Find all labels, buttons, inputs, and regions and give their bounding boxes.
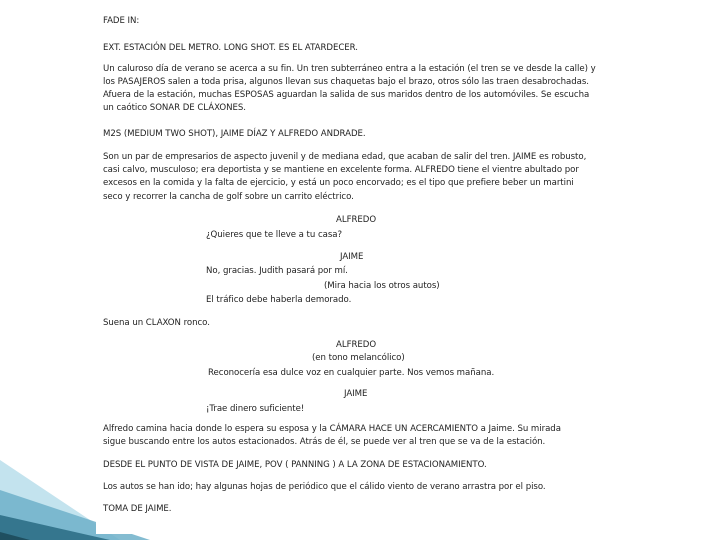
- dialogue-line: ¿Quieres que te lleve a tu casa?: [206, 230, 343, 240]
- character-name: ALFREDO: [336, 215, 377, 225]
- dialogue-line: No, gracias. Judith pasará por mí.: [206, 266, 348, 276]
- action-line: los PASAJEROS salen a toda prisa, algunos llevan sus chaquetas bajo el brazo, otros sólo las traen desabrochadas.: [103, 77, 589, 87]
- character-name: JAIME: [340, 252, 364, 262]
- action-line: Suena un CLAXON ronco.: [103, 318, 210, 328]
- dialogue-line: Reconocería esa dulce voz en cualquier parte. Nos vemos mañana.: [208, 368, 495, 378]
- action-line: un caótico SONAR DE CLÁXONES.: [103, 103, 246, 113]
- scene-heading: EXT. ESTACIÓN DEL METRO. LONG SHOT. ES EL ATARDECER.: [103, 43, 358, 53]
- dialogue-line: El tráfico debe haberla demorado.: [206, 295, 352, 305]
- character-name: JAIME: [344, 389, 368, 399]
- fade-in-heading: FADE IN:: [103, 16, 140, 26]
- parenthetical: (Mira hacia los otros autos): [324, 281, 440, 291]
- dialogue-line: ¡Trae dinero suficiente!: [206, 404, 305, 414]
- shot-heading: M2S (MEDIUM TWO SHOT), JAIME DÍAZ Y ALFREDO ANDRADE.: [103, 129, 366, 139]
- character-name: ALFREDO: [336, 340, 377, 350]
- action-line: Son un par de empresarios de aspecto juvenil y de mediana edad, que acaban de salir del tren. JAIME es robusto,: [103, 152, 587, 162]
- action-line: sigue buscando entre los autos estacionados. Atrás de él, se puede ver al tren que se va de la estación.: [103, 437, 546, 447]
- action-line: Afuera de la estación, muchas ESPOSAS aguardan la salida de sus maridos dentro de los automóviles. Se escucha: [103, 90, 590, 100]
- shot-heading: TOMA DE JAIME.: [103, 504, 172, 514]
- action-line: excesos en la comida y la falta de ejercicio, y está un poco encorvado; es el tipo que prefiere beber un martini: [103, 178, 574, 188]
- action-line: seco y recorrer la cancha de golf sobre un carrito eléctrico.: [103, 192, 354, 202]
- script-page: [96, 12, 618, 534]
- parenthetical: (en tono melancólico): [312, 353, 405, 363]
- action-line: casi calvo, musculoso; era deportista y se mantiene en excelente forma. ALFREDO tiene el vientre abultado por: [103, 165, 579, 175]
- action-line: Un caluroso día de verano se acerca a su fin. Un tren subterráneo entra a la estación (el tren se ve desde la calle) y: [103, 64, 596, 74]
- action-line: Los autos se han ido; hay algunas hojas de periódico que el cálido viento de verano arrastra por el piso.: [103, 482, 546, 492]
- action-line: Alfredo camina hacia donde lo espera su esposa y la CÁMARA HACE UN ACERCAMIENTO a Jaime. Su mirada: [103, 424, 561, 434]
- shot-heading: DESDE EL PUNTO DE VISTA DE JAIME, POV ( PANNING ) A LA ZONA DE ESTACIONAMIENTO.: [103, 460, 487, 470]
